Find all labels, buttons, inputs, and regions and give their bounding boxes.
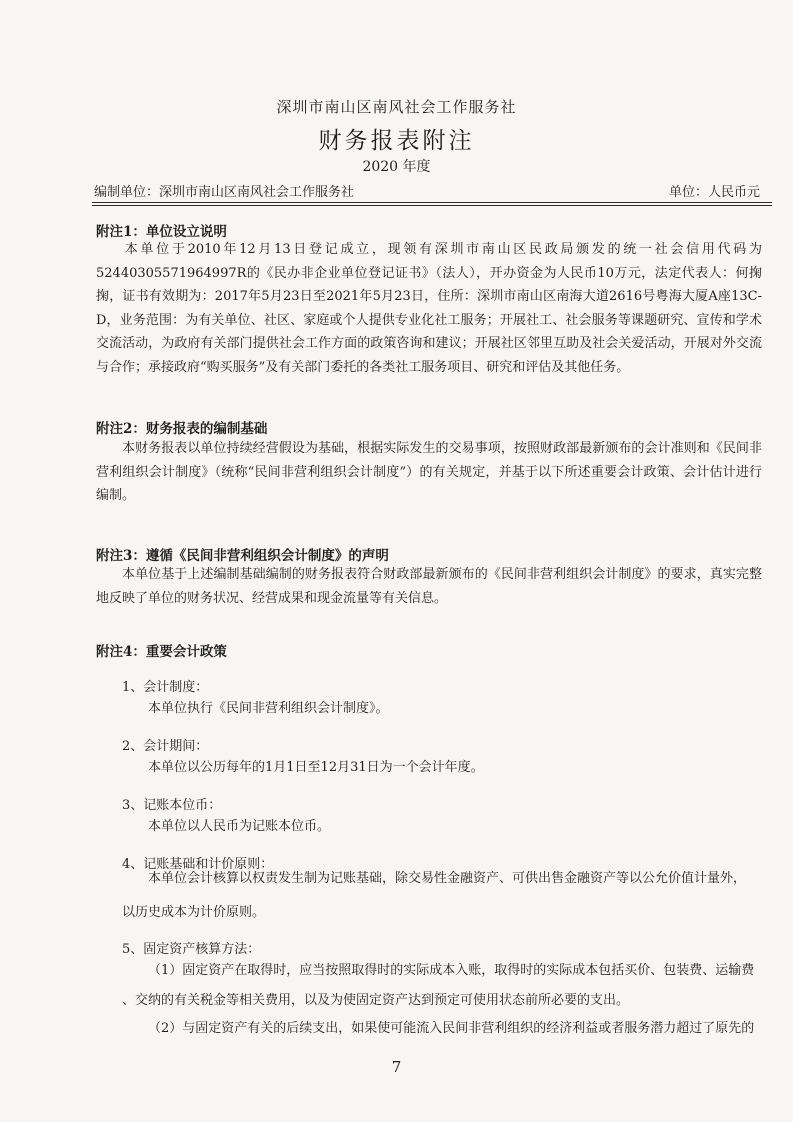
header-divider	[92, 202, 772, 203]
compiler-label: 编制单位：深圳市南山区南风社会工作服务社	[94, 185, 355, 200]
policy-5-heading: 5、固定资产核算方法：	[122, 942, 261, 957]
header-divider-secondary	[92, 205, 772, 206]
organization-name: 深圳市南山区南风社会工作服务社	[276, 98, 517, 116]
note-3-text: 本单位基于上述编制基础编制的财务报表符合财政部最新颁布的《民间非营利组织会计制度》的要求，真实完整地反映了单位的财务状况、经营成果和现金流量等有关信息。	[96, 567, 762, 606]
policy-1-text: 本单位执行《民间非营利组织会计制度》。	[148, 701, 389, 716]
note-2-title: 附注2：财务报表的编制基础	[96, 421, 268, 437]
policy-3-heading: 3、记账本位币：	[122, 798, 222, 813]
fixed-asset-1-line1: （1）固定资产在取得时，应当按照取得时的实际成本入账，取得时的实际成本包括买价、包装费、运输费	[148, 963, 755, 978]
policy-4-text: 本单位会计核算以权责发生制为记账基础，除交易性金融资产、可供出售金融资产等以公允价值计量外，	[148, 871, 747, 886]
policy-3-text: 本单位以人民币为记账本位币。	[148, 819, 331, 834]
document-title: 财务报表附注	[318, 128, 475, 154]
note-3-title: 附注3：遵循《民间非营利组织会计制度》的声明	[96, 548, 389, 564]
policy-4-heading: 4、记账基础和计价原则：	[122, 857, 274, 872]
note-2-body	[96, 437, 762, 508]
page-number: 7	[391, 1058, 402, 1076]
note-1-title: 附注1：单位设立说明	[96, 224, 227, 240]
policy-4-text-cont: 以历史成本为计价原则。	[122, 905, 266, 920]
note-3-body	[96, 563, 762, 610]
fixed-asset-2-line1: （2）与固定资产有关的后续支出，如果使可能流入民间非营利组织的经济利益或者服务潜力超过了原先的	[148, 1021, 755, 1036]
policy-2-heading: 2、会计期间：	[122, 739, 209, 754]
note-1-text: 本单位于2010年12月13日登记成立，现领有深圳市南山区民政局颁发的统一社会信用代码为52440305571964997R的《民办非企业单位登记证书》（法人），开办资金为人民币10万元，法定代表人：何掬掬，证书有效期为：2017年5月23日至2021年5月23日，住所：深圳市南山区南海大道2616号粤海大厦A座13C-D，业务范围：为有关单位、社区、家庭或个人提供专业化社工服务；开展社工、社会服务等课题研究、宣传和学术交流活动，为政府有关部门提供社会工作方面的政策咨询和建议；开展社区邻里互助及社会关爱活动，开展对外交流与合作；承接政府“购买服务”及有关部门委托的各类社工服务项目、研究和评估及其他任务。	[96, 242, 762, 375]
note-1-body	[96, 238, 762, 379]
policy-2-text: 本单位以公历每年的1月1日至12月31日为一个会计年度。	[148, 760, 484, 775]
policy-1-heading: 1、会计制度：	[122, 680, 209, 695]
note-4-title: 附注4：重要会计政策	[96, 644, 227, 660]
currency-unit: 单位：人民币元	[668, 185, 760, 200]
note-2-text: 本财务报表以单位持续经营假设为基础，根据实际发生的交易事项，按照财政部最新颁布的会计准则和《民间非营利组织会计制度》（统称“民间非营利组织会计制度”）的有关规定，并基于以下所述重要会计政策、会计估计进行编制。	[96, 441, 762, 503]
meta-row	[94, 181, 770, 201]
fixed-asset-1-line2: 、交纳的有关税金等相关费用，以及为使固定资产达到预定可使用状态前所必要的支出。	[122, 993, 630, 1008]
fiscal-year: 2020 年度	[362, 159, 431, 175]
